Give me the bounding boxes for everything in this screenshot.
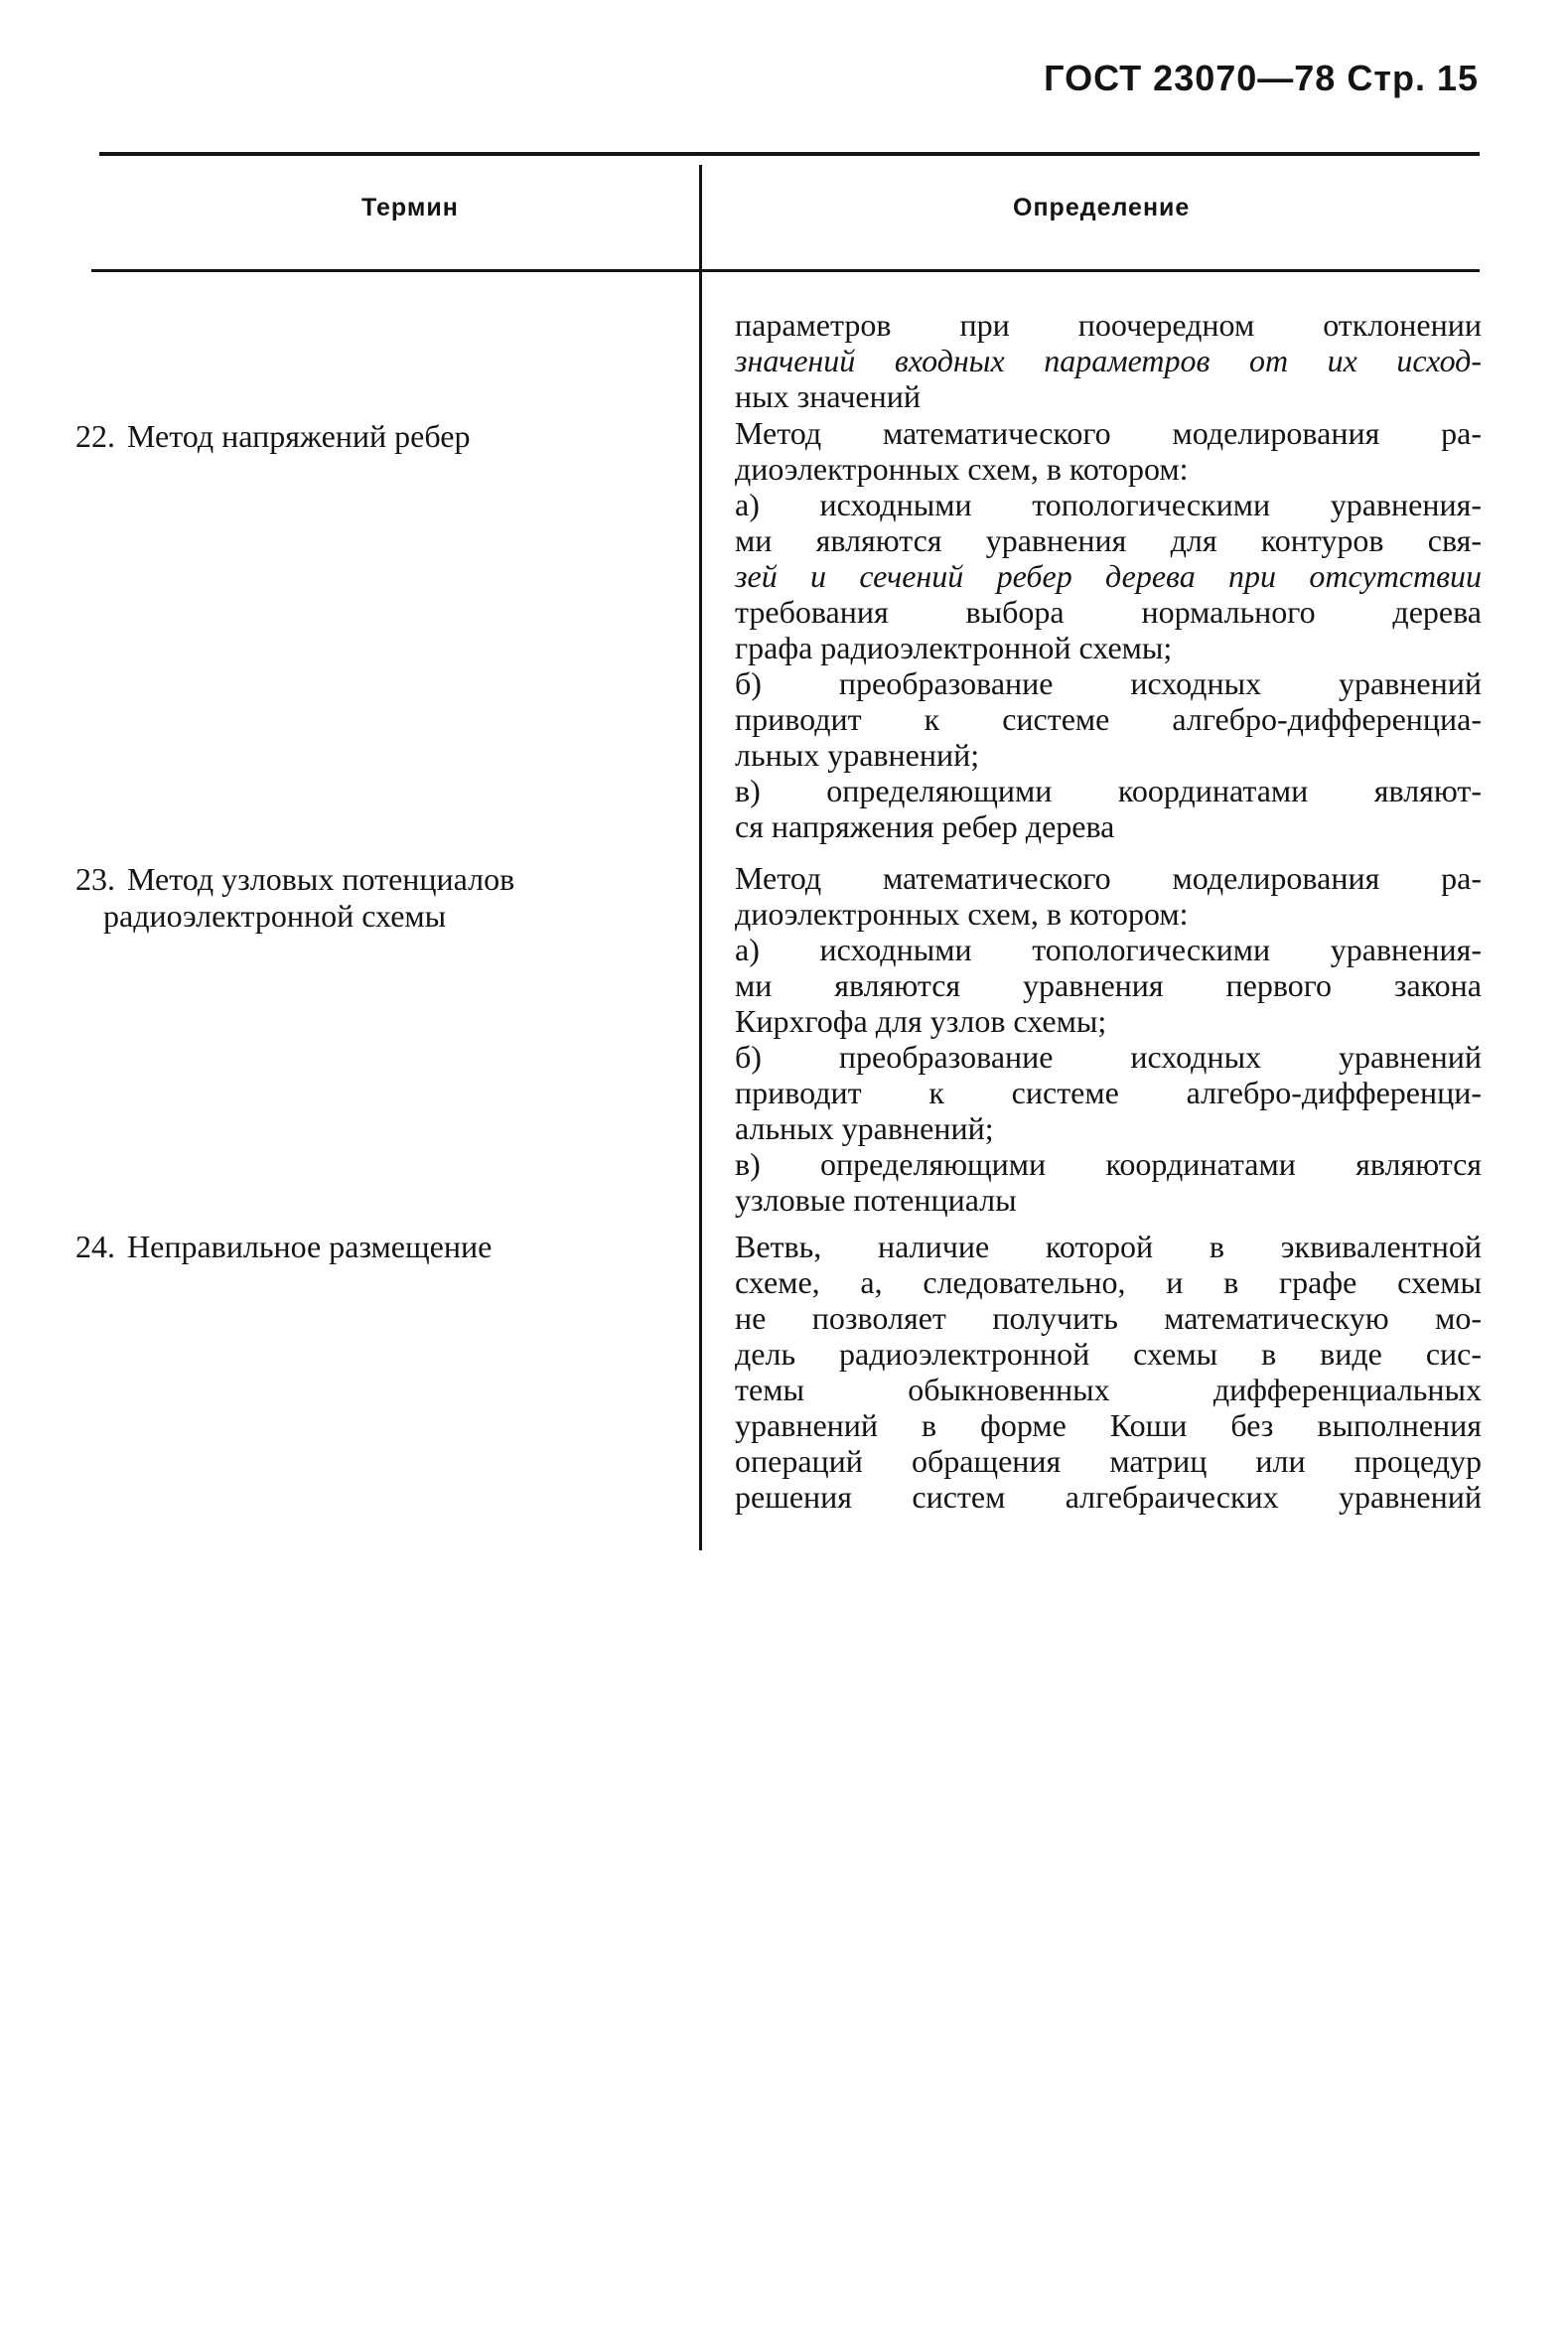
definition-line: Ветвь, наличие которой в эквивалентной — [735, 1229, 1482, 1264]
definition-entry-23 — [735, 860, 1482, 1218]
definition-line: б) преобразование исходных уравнений — [735, 1039, 1482, 1075]
definition-line: операций обращения матриц или процедур — [735, 1443, 1482, 1479]
definition-line: льных уравнений; — [735, 737, 980, 773]
term-number: 22. — [75, 418, 115, 454]
definition-line: альных уравнений; — [735, 1110, 994, 1146]
definition-line: в) определяющими координатами являют- — [735, 773, 1482, 808]
definition-line: параметров при поочередном отклонении — [735, 307, 1482, 343]
term-label-continued: радиоэлектронной схемы — [103, 898, 447, 934]
definition-line: решения систем алгебраических уравнений — [735, 1479, 1482, 1515]
term-number: 24. — [75, 1229, 115, 1264]
column-header-definition: Определение — [1013, 194, 1191, 221]
term-entry-23 — [75, 861, 687, 935]
definition-line: ных значений — [735, 378, 921, 414]
table-header-rule — [91, 269, 1480, 272]
definition-line: Метод математического моделирования ра- — [735, 860, 1482, 896]
definition-line: Метод математического моделирования ра- — [735, 415, 1482, 451]
definition-line: значений входных параметров от их исход- — [735, 343, 1482, 378]
term-label: Метод напряжений ребер — [127, 418, 471, 454]
column-divider — [699, 165, 702, 1550]
definition-line: ми являются уравнения для контуров свя- — [735, 522, 1482, 558]
definition-entry-22 — [735, 415, 1482, 844]
definition-line: темы обыкновенных дифференциальных — [735, 1372, 1482, 1407]
definition-line: приводит к системе алгебро-дифференци- — [735, 1075, 1482, 1110]
document-header: ГОСТ 23070—78 Стр. 15 — [1044, 58, 1479, 98]
definition-line: графа радиоэлектронной схемы; — [735, 630, 1173, 665]
definition-line: а) исходными топологическими уравнения- — [735, 932, 1482, 967]
definition-line: узловые потенциалы — [735, 1182, 1017, 1218]
term-label: Метод узловых потенциалов — [127, 861, 515, 897]
term-number: 23. — [75, 861, 115, 897]
definition-line: диоэлектронных схем, в котором: — [735, 896, 1189, 932]
definition-line: не позволяет получить математическую мо- — [735, 1300, 1482, 1336]
definition-line: схеме, а, следовательно, и в графе схемы — [735, 1264, 1482, 1300]
definition-line: дель радиоэлектронной схемы в виде сис- — [735, 1336, 1482, 1372]
definition-entry-24 — [735, 1229, 1482, 1515]
definition-line: Кирхгофа для узлов схемы; — [735, 1003, 1107, 1039]
definition-line: требования выбора нормального дерева — [735, 594, 1482, 630]
table-top-rule — [99, 152, 1480, 156]
definition-line: диоэлектронных схем, в котором: — [735, 451, 1189, 487]
definition-line: а) исходными топологическими уравнения- — [735, 487, 1482, 522]
term-label: Неправильное размещение — [127, 1229, 493, 1264]
definition-line: приводит к системе алгебро-дифференциа- — [735, 701, 1482, 737]
definition-continuation — [735, 307, 1482, 414]
definition-line: зей и сечений ребер дерева при отсутствии — [735, 558, 1482, 594]
definition-line: уравнений в форме Коши без выполнения — [735, 1407, 1482, 1443]
definition-line: в) определяющими координатами являются — [735, 1146, 1482, 1182]
definition-line: б) преобразование исходных уравнений — [735, 665, 1482, 701]
term-entry-22 — [75, 418, 687, 455]
column-header-term: Термин — [361, 194, 459, 221]
definition-line: ся напряжения ребер дерева — [735, 808, 1115, 844]
definition-line: ми являются уравнения первого закона — [735, 967, 1482, 1003]
term-entry-24 — [75, 1229, 687, 1265]
